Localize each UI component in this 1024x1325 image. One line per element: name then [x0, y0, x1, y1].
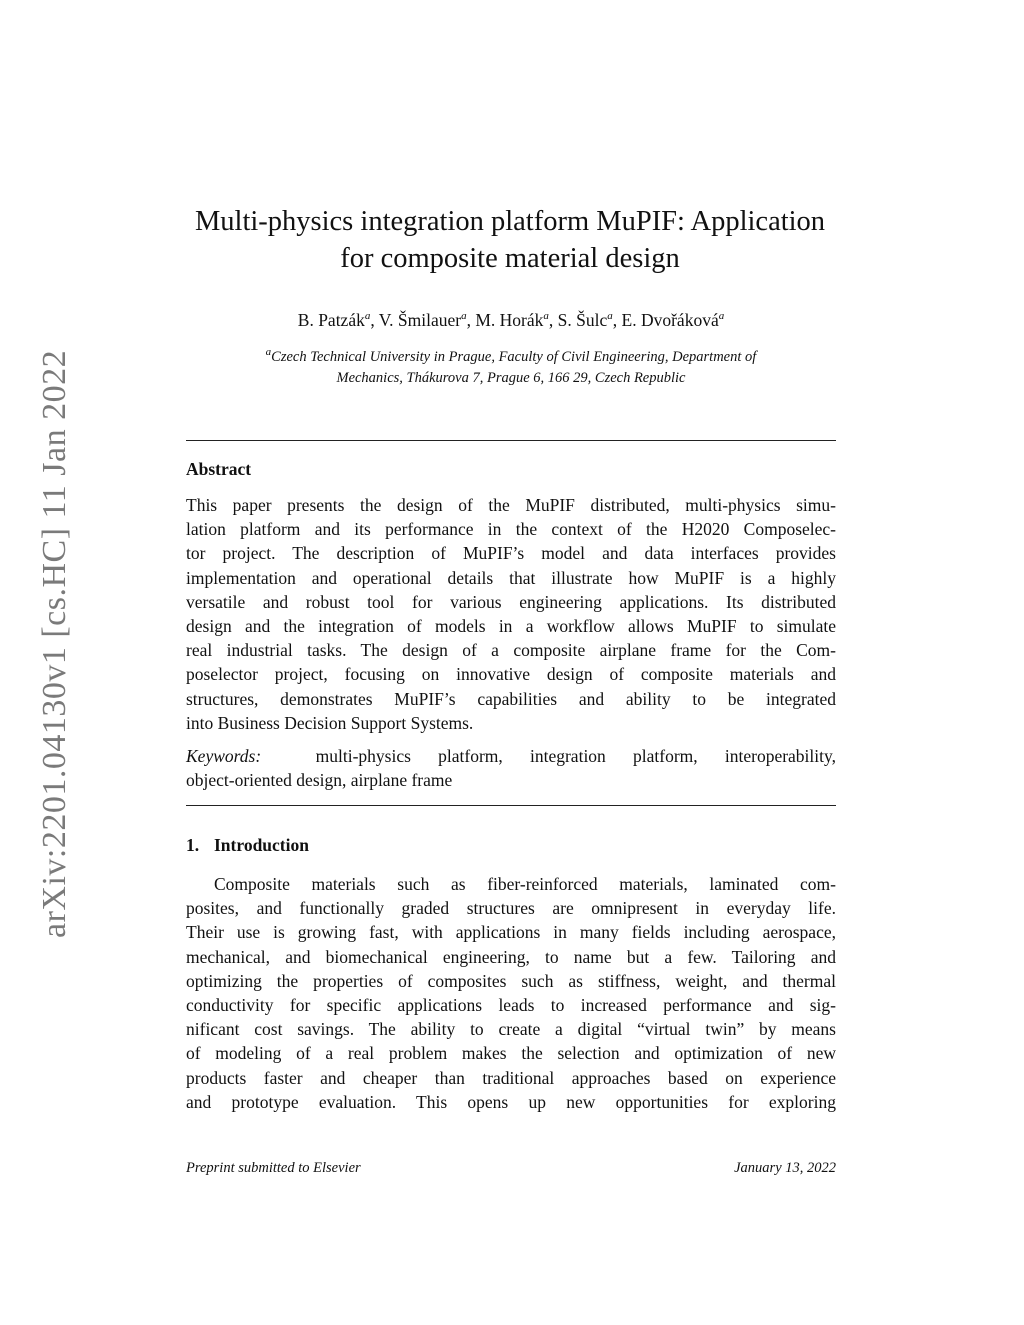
abstract-line: This paper presents the design of the MuPIF distributed, multi-physics simu-: [186, 495, 836, 515]
abstract-line: structures, demonstrates MuPIF’s capabilities and ability to be integrated: [186, 688, 836, 709]
section-title: Introduction: [214, 835, 309, 855]
affiliation-line-1: $^a$Czech Technical University in Prague, Faculty of Civil Engineering, Department of: [265, 346, 757, 365]
paper-title: [160, 203, 860, 277]
author: B. Patzák$^a$,: [297, 309, 379, 330]
abstract-line: into Business Decision Support Systems.: [186, 712, 474, 733]
introduction-line: and prototype evaluation. This opens up new opportunities for exploring: [186, 1091, 836, 1112]
introduction-line: Their use is growing fast, with applications in many fields including aerospace,: [186, 922, 836, 943]
abstract-line: design and the integration of models in a workflow allows MuPIF to simulate: [186, 615, 836, 636]
bottom-divider: [186, 805, 836, 806]
abstract-line: lation platform and its performance in the context of the H2020 Composelec-: [186, 519, 836, 540]
author: E. Dvořáková$^a$: [621, 309, 725, 330]
introduction-line: products faster and cheaper than traditional approaches based on experience: [186, 1067, 836, 1088]
abstract-line: implementation and operational details that illustrate how MuPIF is a highly: [186, 567, 836, 588]
affiliation-line-2: Mechanics, Thákurova 7, Prague 6, 166 29, Czech Republic: [336, 369, 686, 386]
keywords: [186, 744, 836, 792]
keywords-line-1: Keywords: multi-physics platform, integration platform, interoperability,: [186, 746, 836, 766]
abstract-line: poselector project, focusing on innovative design of composite materials and: [186, 664, 836, 685]
author: M. Horák$^a$,: [475, 309, 558, 330]
author: V. Šmilauer$^a$,: [378, 309, 476, 330]
footer-date: January 13, 2022: [734, 1160, 836, 1176]
keywords-line-2: object-oriented design, airplane frame: [186, 770, 453, 791]
footer-preprint-note: Preprint submitted to Elsevier: [186, 1160, 361, 1176]
introduction-line: mechanical, and biomechanical engineering, to name but a few. Tailoring and: [186, 946, 836, 967]
introduction-line: posites, and functionally graded structures are omnipresent in everyday life.: [186, 898, 836, 919]
introduction-line: optimizing the properties of composites such as stiffness, weight, and thermal: [186, 970, 836, 991]
arxiv-identifier-stamp: arXiv:2201.04130v1 [cs.HC] 11 Jan 2022: [36, 349, 73, 938]
abstract-body: [186, 493, 836, 735]
introduction-line: of modeling of a real problem makes the selection and optimization of new: [186, 1043, 836, 1064]
introduction-body: [186, 872, 836, 1114]
abstract-line: real industrial tasks. The design of a composite airplane frame for the Com-: [186, 640, 836, 661]
introduction-line: nificant cost savings. The ability to create a digital “virtual twin” by means: [186, 1019, 836, 1040]
introduction-line: conductivity for specific applications leads to increased performance and sig-: [186, 994, 836, 1015]
title-line-1: Multi-physics integration platform MuPIF: Application: [194, 206, 826, 237]
keywords-label: Keywords:: [186, 746, 262, 766]
abstract-line: versatile and robust tool for various engineering applications. Its distributed: [186, 591, 836, 612]
introduction-line: Composite materials such as fiber-reinforced materials, laminated com-: [214, 874, 836, 894]
author-list: [186, 304, 836, 332]
abstract-line: tor project. The description of MuPIF’s model and data interfaces provides: [186, 543, 836, 564]
abstract-heading: Abstract: [186, 459, 252, 479]
author: S. Šulc$^a$,: [557, 309, 622, 330]
title-line-2: for composite material design: [340, 243, 680, 274]
section-heading-introduction: [186, 833, 309, 857]
section-number: 1.: [186, 835, 200, 855]
top-divider: [186, 440, 836, 441]
affiliation: [186, 342, 836, 389]
